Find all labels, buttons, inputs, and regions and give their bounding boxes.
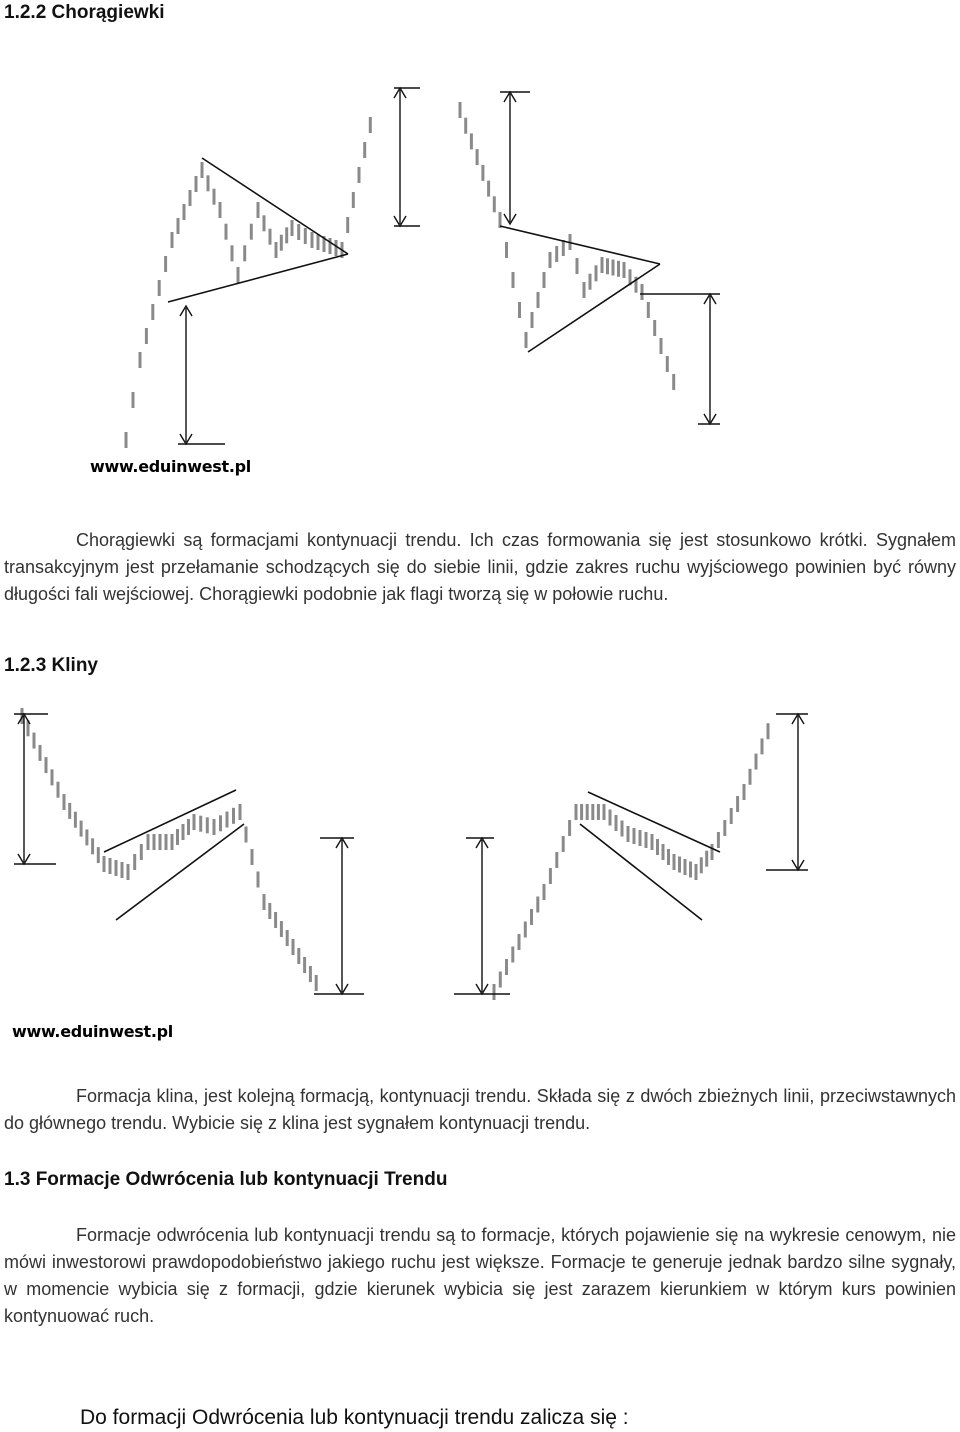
wedge-bear-upper-line xyxy=(588,792,720,852)
section-title-pennants: 1.2.2 Chorągiewki xyxy=(4,2,165,23)
reversal-paragraph xyxy=(4,1222,956,1330)
watermark-pennants: www.eduinwest.pl xyxy=(90,457,251,476)
wedges-paragraph-rest: przeciwstawnych do głównego trendu. Wybicie się z klina jest sygnałem kontynuacji trendu. xyxy=(4,1086,956,1133)
pennant-upper-line xyxy=(202,158,348,254)
pennants-paragraph-lead: Chorągiewki są formacjami kontynuacji trendu. Ich czas formowania się jest stosunkowo xyxy=(76,530,812,550)
wedges-paragraph xyxy=(4,1083,956,1137)
pennant-illustration xyxy=(80,60,750,460)
watermark-wedges: www.eduinwest.pl xyxy=(12,1022,173,1041)
wedge-illustration xyxy=(4,702,814,1020)
wedge-upper-line xyxy=(104,790,236,852)
section-title-reversal: 1.3 Formacje Odwrócenia lub kontynuacji Trendu xyxy=(4,1169,448,1190)
pennants-paragraph-rest: krótki. Sygnałem transakcyjnym jest przełamanie schodzących się do siebie linii, gdzie zakres ruchu wyjściowego powinien być równy długości fali wejściowej. Chorągiewki podobnie jak flagi tworzą się w połowie ruchu. xyxy=(4,530,956,604)
pennant-bear-lower-line xyxy=(528,264,660,352)
wedge-lower-line xyxy=(116,824,244,920)
reversal-paragraph-rest: wykresie cenowym, nie mówi inwestorowi prawdopodobieństwo jakiego ruchu jest większe. Formacje te generuje jednak bardzo silne sygnały, w momencie wybicia się z formacji, gdzie kierunek wybicia się jest zarazem kierunkiem w którym kurs powinien kontynuować ruch. xyxy=(4,1225,956,1326)
pennant-bear-upper-line xyxy=(500,226,660,264)
reversal-list-intro: Do formacji Odwrócenia lub kontynuacji trendu zalicza się : xyxy=(80,1406,629,1429)
reversal-paragraph-lead: Formacje odwrócenia lub kontynuacji trendu są to formacje, których pojawienie się na xyxy=(76,1225,765,1245)
section-title-wedges: 1.2.3 Kliny xyxy=(4,655,98,676)
pennant-lower-line xyxy=(168,254,348,302)
pennants-paragraph xyxy=(4,527,956,608)
pennant-bullish-bars xyxy=(126,117,370,448)
wedges-paragraph-lead: Formacja klina, jest kolejną formacją, kontynuacji trendu. Składa się z dwóch zbieżnych linii, xyxy=(76,1086,815,1106)
pennant-bearish-bars xyxy=(460,102,674,390)
wedge-bullish-bars xyxy=(494,723,768,1000)
wedge-bearish-bars xyxy=(22,708,316,991)
